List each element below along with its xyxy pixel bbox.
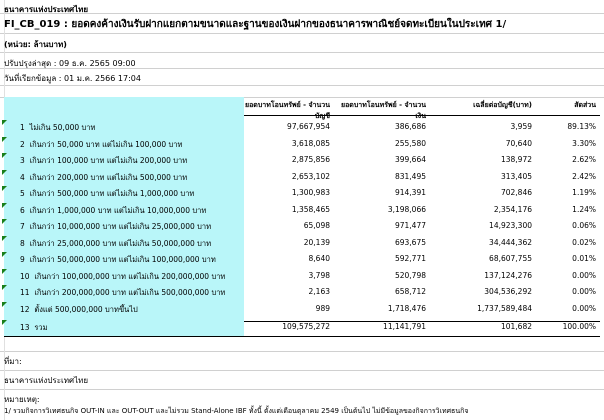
row-text: เกินกว่า 200,000,000 บาท แต่ไม่เกิน 500,000,000 บาท (34, 288, 226, 297)
table-row (4, 171, 600, 187)
cell-marker-icon (2, 137, 7, 142)
cell-share: 1.19% (572, 188, 596, 197)
cell-marker-icon (2, 170, 7, 175)
source-heading: ที่มา: (4, 357, 22, 366)
table-row-total (4, 321, 600, 337)
row-text: เกินกว่า 50,000,000 บาท แต่ไม่เกิน 100,000,000 บาท (29, 255, 216, 264)
row-number: 2 (20, 139, 25, 149)
table-row (4, 187, 600, 203)
cell-average: 1,737,589,484 (477, 303, 532, 313)
cell-share: 0.02% (572, 237, 596, 247)
grid-line (0, 13, 604, 14)
row-text: รวม (34, 323, 48, 332)
row-number: 5 (20, 189, 25, 198)
cell-accounts: 3,798 (308, 270, 330, 280)
row-number: 13 (20, 323, 30, 332)
cell-accounts: 2,163 (308, 287, 330, 296)
total-border-bottom (4, 336, 600, 337)
row-number: 3 (20, 156, 25, 165)
cell-marker-icon (2, 252, 7, 257)
row-label (20, 287, 225, 299)
cell-accounts: 2,653,102 (291, 171, 330, 181)
row-label (20, 322, 48, 334)
row-text: เกินกว่า 100,000 บาท แต่ไม่เกิน 200,000 บาท (29, 156, 188, 165)
table-header (244, 99, 600, 120)
report-title: FI_CB_019 : ยอดคงค้างเงินรับฝากแยกตามขนาดและฐานของเงินฝากของธนาคารพาณิชย์จดทะเบียนในประเทศ 1/ (4, 19, 507, 30)
cell-average: 2,354,176 (493, 204, 532, 214)
row-number: 4 (20, 172, 25, 182)
cell-average: 138,972 (500, 155, 532, 164)
cell-amount: 255,580 (394, 138, 426, 148)
row-number: 11 (20, 288, 30, 297)
table-row (4, 204, 600, 220)
cell-amount: 971,477 (394, 221, 426, 230)
cell-marker-icon (2, 186, 7, 191)
bank-name: ธนาคารแห่งประเทศไทย (4, 5, 89, 14)
cell-share: 89.13% (567, 122, 596, 131)
cell-share: 100.00% (562, 322, 596, 331)
cell-accounts: 1,300,983 (291, 188, 330, 197)
cell-amount: 11,141,791 (383, 322, 426, 331)
cell-average: 101,682 (500, 322, 532, 331)
cell-amount: 914,391 (394, 188, 426, 197)
row-label (20, 254, 216, 266)
row-label (20, 304, 138, 316)
row-label (20, 139, 182, 151)
cell-share: 3.30% (572, 138, 596, 148)
cell-marker-icon (2, 120, 7, 125)
cell-average: 34,444,362 (489, 237, 532, 247)
cell-marker-icon (2, 203, 7, 208)
row-number: 9 (20, 255, 25, 264)
cell-average: 68,607,755 (489, 254, 532, 263)
table-row (4, 220, 600, 236)
cell-accounts: 989 (315, 303, 330, 313)
note-text: 1/ รวมกิจการวิเทศธนกิจ OUT-IN และ OUT-OUT และไม่รวม Stand-Alone IBF ทั้งนี้ ตั้งแต่เดือนตุลาคม 2549 เป็นต้นไป ไม่มีข้อมูลของกิจการวิเทศธนกิจ (4, 407, 469, 415)
row-text: เกินกว่า 25,000,000 บาท แต่ไม่เกิน 50,000,000 บาท (29, 238, 212, 248)
cell-average: 70,640 (505, 138, 532, 148)
grid-line (0, 33, 604, 34)
cell-average: 3,959 (510, 122, 532, 131)
row-text: เกินกว่า 10,000,000 บาท แต่ไม่เกิน 25,000,000 บาท (29, 222, 212, 231)
cell-marker-icon (2, 320, 7, 325)
retrieved-date: วันที่เรียกข้อมูล : 01 ม.ค. 2566 17:04 (4, 74, 141, 83)
cell-amount: 386,686 (394, 122, 426, 131)
table-row (4, 286, 600, 302)
table-row (4, 154, 600, 170)
cell-accounts: 2,875,856 (291, 155, 330, 164)
cell-average: 313,405 (500, 171, 532, 181)
table-row (4, 303, 600, 319)
cell-average: 14,923,300 (489, 221, 532, 230)
cell-accounts: 3,618,085 (291, 138, 330, 148)
row-label (20, 155, 187, 167)
row-text: เกินกว่า 200,000 บาท แต่ไม่เกิน 500,000 บาท (29, 172, 188, 182)
header-underline (244, 115, 600, 116)
cell-marker-icon (2, 236, 7, 241)
row-label (20, 188, 194, 200)
note-heading: หมายเหตุ: (4, 395, 40, 404)
row-number: 1 (20, 123, 25, 132)
row-text: เกินกว่า 1,000,000 บาท แต่ไม่เกิน 10,000,000 บาท (29, 205, 207, 215)
row-number: 6 (20, 205, 25, 215)
cell-marker-icon (2, 302, 7, 307)
grid-line (0, 351, 604, 352)
table-row (4, 138, 600, 154)
cell-share: 2.62% (572, 155, 596, 164)
row-text: ตั้งแต่ 500,000,000 บาทขึ้นไป (34, 304, 138, 314)
row-text: ไม่เกิน 50,000 บาท (29, 123, 96, 132)
cell-average: 137,124,276 (484, 270, 532, 280)
row-label (20, 221, 211, 233)
cell-share: 0.00% (572, 270, 596, 280)
cell-average: 702,846 (500, 188, 532, 197)
cell-marker-icon (2, 219, 7, 224)
cell-accounts: 65,098 (303, 221, 330, 230)
column-header-average: เฉลี่ยต่อบัญชี(บาท) (473, 101, 532, 109)
row-label (20, 271, 225, 283)
row-label (20, 122, 95, 134)
row-number: 8 (20, 238, 25, 248)
row-label (20, 205, 206, 217)
cell-share: 0.06% (572, 221, 596, 230)
cell-accounts: 20,139 (303, 237, 330, 247)
unit-label: (หน่วย: ล้านบาท) (4, 40, 67, 49)
cell-amount: 693,675 (394, 237, 426, 247)
table-row (4, 270, 600, 286)
cell-accounts: 97,667,954 (287, 122, 330, 131)
cell-accounts: 1,358,465 (291, 204, 330, 214)
row-number: 12 (20, 304, 30, 314)
cell-marker-icon (2, 153, 7, 158)
grid-line (0, 370, 604, 371)
cell-marker-icon (2, 285, 7, 290)
cell-share: 0.00% (572, 287, 596, 296)
cell-amount: 399,664 (394, 155, 426, 164)
grid-line (0, 389, 604, 390)
table-row (4, 253, 600, 269)
cell-amount: 658,712 (394, 287, 426, 296)
cell-amount: 831,495 (394, 171, 426, 181)
row-label (20, 172, 187, 184)
cell-amount: 592,771 (394, 254, 426, 263)
column-header-amount: ยอดบาทโอนทรัพย์ - จำนวนเงิน (341, 101, 426, 120)
row-text: เกินกว่า 500,000 บาท แต่ไม่เกิน 1,000,000 บาท (29, 189, 195, 198)
cell-share: 1.24% (572, 204, 596, 214)
cell-accounts: 8,640 (308, 254, 330, 263)
last-updated: ปรับปรุงล่าสุด : 09 ธ.ค. 2565 09:00 (4, 59, 136, 68)
cell-share: 2.42% (572, 171, 596, 181)
table-row (4, 121, 600, 137)
cell-marker-icon (2, 269, 7, 274)
row-number: 10 (20, 271, 30, 281)
row-label (20, 238, 211, 250)
cell-amount: 1,718,476 (387, 303, 426, 313)
row-text: เกินกว่า 50,000 บาท แต่ไม่เกิน 100,000 บาท (29, 139, 183, 149)
grid-line (0, 52, 604, 53)
source-value: ธนาคารแห่งประเทศไทย (4, 376, 89, 385)
column-header-accounts: ยอดบาทโอนทรัพย์ - จำนวนบัญชี (245, 101, 330, 120)
column-header-share: สัดส่วน (574, 101, 596, 109)
row-text: เกินกว่า 100,000,000 บาท แต่ไม่เกิน 200,000,000 บาท (34, 271, 226, 281)
table-row (4, 237, 600, 253)
row-number: 7 (20, 222, 25, 231)
cell-accounts: 109,575,272 (282, 322, 330, 331)
cell-average: 304,536,292 (484, 287, 532, 296)
cell-share: 0.00% (572, 303, 596, 313)
cell-share: 0.01% (572, 254, 596, 263)
cell-amount: 3,198,066 (387, 204, 426, 214)
cell-amount: 520,798 (394, 270, 426, 280)
